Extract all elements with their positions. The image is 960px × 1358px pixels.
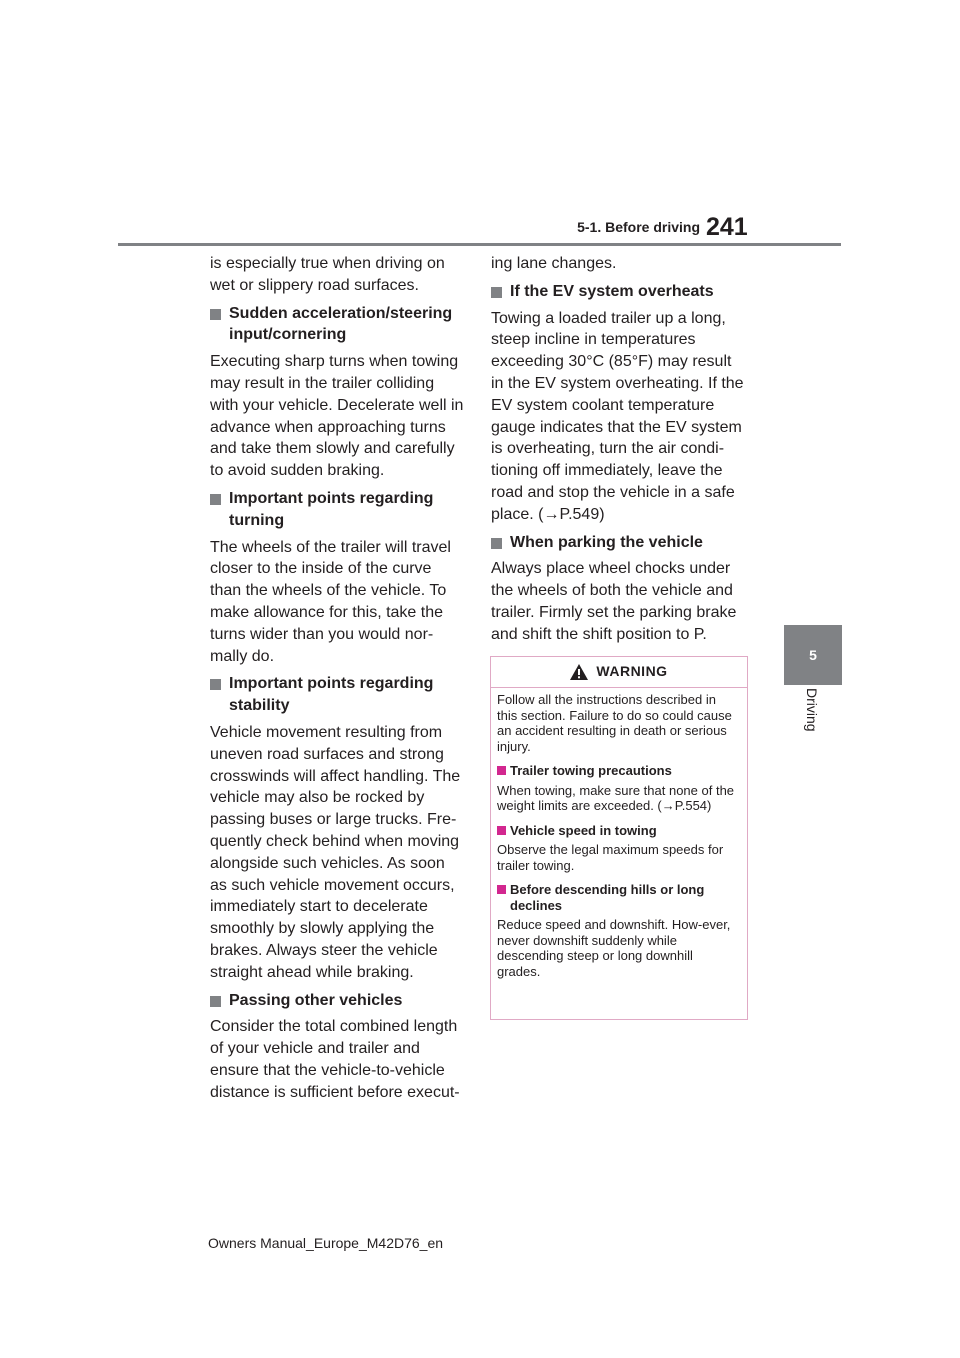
warning-box bbox=[490, 656, 748, 1020]
section-heading-text: Passing other vehicles bbox=[229, 991, 403, 1009]
warning-title: WARNING bbox=[596, 663, 668, 680]
page-number: 241 bbox=[706, 213, 748, 241]
warning-item-text: Reduce speed and downshift. How-ever, never downshift suddenly while descending steep or long downhill grades. bbox=[497, 917, 731, 979]
manual-footer: Owners Manual_Europe_M42D76_en bbox=[208, 1235, 444, 1251]
warning-item-heading bbox=[497, 823, 739, 839]
warning-item-text: When towing, make sure that none of the weight limits are exceeded. (→P.554) bbox=[497, 782, 735, 813]
section-text: Always place wheel chocks under the wheels of both the vehicle and trailer. Firmly set the parking brake and shift the shift position to P. bbox=[491, 560, 737, 643]
section-text: Executing sharp turns when towing may result in the trailer colliding with your vehicle. Decelerate well in advance when approaching turns and take them slowly and carefully to avoid sudden braking. bbox=[210, 353, 464, 480]
chapter-label-container bbox=[784, 688, 842, 758]
square-bullet-icon bbox=[497, 826, 506, 835]
section-heading bbox=[210, 303, 465, 347]
left-column bbox=[210, 253, 465, 1109]
chapter-label: Driving bbox=[804, 688, 820, 732]
section-heading-text: Important points regarding turning bbox=[229, 489, 434, 529]
section-heading bbox=[210, 488, 465, 532]
right-column bbox=[491, 253, 746, 652]
warning-item-heading-text: Trailer towing precautions bbox=[510, 763, 672, 778]
warning-item-heading-text: Vehicle speed in towing bbox=[510, 822, 657, 838]
square-bullet-icon bbox=[491, 287, 502, 298]
section-heading bbox=[210, 673, 465, 717]
warning-item-heading-text: Before descending hills or long declines bbox=[510, 882, 705, 913]
section-heading-text: Sudden acceleration/steering input/cornering bbox=[229, 304, 453, 344]
warning-item-heading bbox=[497, 882, 739, 913]
warning-header bbox=[491, 657, 747, 688]
left-intro-text: is especially true when driving on wet or slippery road surfaces. bbox=[210, 255, 445, 294]
section-text: The wheels of the trailer will travel closer to the inside of the curve than the wheels of the vehicle. To make allowance for this, take the turns wider than you would nor-mally do. bbox=[210, 538, 451, 665]
section-heading bbox=[491, 281, 746, 303]
section-text: Towing a loaded trailer up a long, steep incline in temperatures exceeding 30°C (85°F) may result in the EV system overheating. If the EV system coolant temperature gauge indicates that the EV system is overheating, turn the air condi-tioning off immediately, leave the road and stop the vehicle in a safe place. (→P.549) bbox=[491, 309, 744, 523]
section-text: Consider the total combined length of your vehicle and trailer and ensure that the vehicle-to-vehicle distance is sufficient before execut- bbox=[210, 1018, 460, 1101]
chapter-tab[interactable] bbox=[784, 625, 842, 685]
chapter-number: 5 bbox=[809, 647, 817, 663]
warning-intro: Follow all the instructions described in this section. Failure to do so could cause an accident resulting in death or serious injury. bbox=[497, 692, 732, 754]
square-bullet-icon bbox=[210, 494, 221, 505]
warning-item-heading bbox=[497, 763, 739, 779]
square-bullet-icon bbox=[210, 996, 221, 1007]
square-bullet-icon bbox=[497, 766, 506, 775]
section-text: Vehicle movement resulting from uneven road surfaces and strong crosswinds will affect handling. The vehicle may also be rocked by passing buses or large trucks. Fre-quently check behind when moving alongside such vehicles. As soon as such vehicle movement occurs, immediately start to decelerate smoothly by slowly applying the brakes. Always steer the vehicle straight ahead while braking. bbox=[210, 723, 461, 981]
right-intro-text: ing lane changes. bbox=[491, 255, 617, 272]
square-bullet-icon bbox=[210, 309, 221, 320]
header-divider bbox=[118, 243, 841, 246]
square-bullet-icon bbox=[497, 885, 506, 894]
section-heading bbox=[210, 990, 465, 1012]
square-bullet-icon bbox=[210, 679, 221, 690]
warning-item-text: Observe the legal maximum speeds for trailer towing. bbox=[497, 842, 724, 873]
section-heading-text: If the EV system overheats bbox=[510, 282, 714, 300]
warning-body bbox=[491, 688, 747, 979]
warning-triangle-icon bbox=[570, 664, 588, 680]
square-bullet-icon bbox=[491, 538, 502, 549]
section-heading-text: Important points regarding stability bbox=[229, 675, 434, 715]
section-title: 5-1. Before driving bbox=[577, 219, 700, 235]
section-heading-text: When parking the vehicle bbox=[510, 533, 703, 551]
section-heading bbox=[491, 532, 746, 554]
